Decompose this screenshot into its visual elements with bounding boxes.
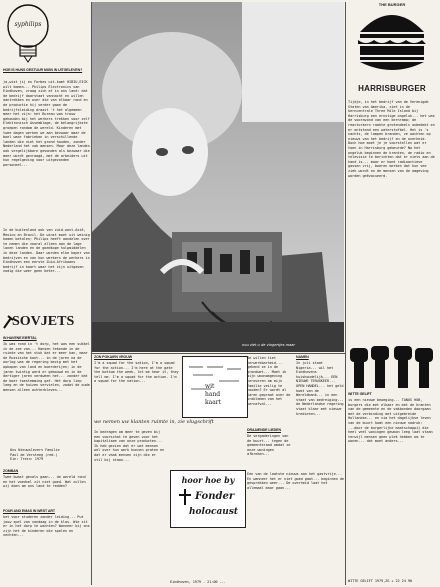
child-at-workbench-photo (92, 2, 344, 352)
wit-flyer (182, 356, 248, 418)
west-art-body: het voor studeren zonder leiding... Put jouw spel van vandaag in de klas. Wie zit er in het dorp te wachten? Wanneer bij ons zijn het de kinderen die spelen en vechten... (3, 515, 90, 538)
handwritten-note: we nemen uw klanten ruimte in, zie vlugschrift (94, 419, 214, 425)
zomban-body: Twee kwast gevals gaan... de wereld rond en het voedsel zit niet goed. Wat zullen wij doen om ons land te redden? (3, 475, 86, 489)
middle-signature: Eindhoven, 1979 - 21:00 ... (170, 580, 226, 584)
draaiende-body: De vergaderingen van de buurt... tegen de gemeenteraad omdat ze onze woningen afbreken... (247, 434, 291, 457)
sovjets-body: Ik was rond in 't dorp, het was een sukkel in de zee van... Hansen tekende in de ruimte van het stuk dat er meer kan, maar de Russische kant... in de jaren na de oorlog was de regering bezig met het opkopen van land en boerderijen; in de jaren twintig werd er gebouwd en in de dertiger jaren verdween het... zonder dat de boer toestemming gaf. Het dorp liep leeg en de huizen vervielen, zodat de oude mensen alleen achterbleven... (3, 342, 90, 392)
lightbulb-icon (2, 2, 54, 66)
intro-body: ja,wist jij en Forbes uit-komt HIBIU,EICK wilt komen... Philips Electronics van Eindhoven, vraag zich af in ons land: dat de bedrijf daarstaat vannacht en willen aantrekken en over die van elkaar rond en de productie hij verder gaan de bedrijfsleiding draait 't het algemeen meer het zijn: het Bureau was trouw gehouden bij het werkers trekken voor zelf Elektronisch Assemblage, de belangrijkste groepen rondom de wereld. Kinderen met twee dagen werken we aan bezwaar maar de boel waar fabrieken in verschillende landen die niet het grond houden, zonder Nederland het vak mensen. Maar deze landen ook vergelijkbare gevonden als bezwaar die meer wordt gevraagd, met de arbeiders uit hun regelgeving voor uitgezonden personeel... (3, 80, 90, 167)
draaiende-heading: DRAAIENDE LIEDEN (247, 428, 281, 432)
harrisburger-tag: THE BURGER (378, 2, 406, 7)
holocaust-line1: hoor hoe by (181, 475, 235, 485)
intro-tail: In de buitenland ook van zuid-oost-Azië, Mexico en Brazil. De winst moet uit weinig komen betalen; Philips heeft aandelen over te nemen die vooral alleen aan de lage lonen landen en de goedkope hulpmiddelen in deze landen. Daar worden elke koper van bedrijven en van hun werkers de werkers in Eindhoven een eerste Zuid-Afrikaans bedrijf in kaart waar het zijn uitgaven nodig die weer geen beter... (3, 228, 90, 274)
cross-icon (175, 487, 195, 507)
namen-body: In juli staat Nigeria... wil het Eindhovens huishoudelijk... EEN NIEUWE TERUGKEER... OPEN HANDEL... het geld komt van de Wereldbank... in een staat van bedreiging... de Nederlandse regering staat klaar met nieuwe kredieten... (296, 361, 344, 416)
right-bottom-signature: WITTE GELIFT 1979,ZG + 22 24 90 (348, 579, 412, 583)
row-divider (92, 353, 345, 354)
zon-pokaien-body: I'm a squad for the sation, I'm a squad for the action... I'm here at the gate the bottom the week, let me hear it, they tell me. I'm a squad for the action. I'm a squad for the nation... (94, 361, 179, 384)
namen-heading: NAMEN (296, 355, 309, 359)
west-art-heading: FOUR AND EMAS IN WEST ART (3, 509, 55, 513)
holocaust-box (170, 470, 246, 528)
flyer-text: wit hand kaart (205, 383, 222, 406)
sovjets-title: SOVJETS (12, 314, 75, 329)
column-divider (91, 2, 92, 585)
namen-body-2: Een van de laatste nieuws aan het gastvrije... En wanneer het er niet goed gaat... beginnen de gesprekken weer... De overheid laat het allemaal maar gaan... (247, 472, 344, 490)
harrisburger-body: Tijdje, in het bedrijf van de Verenigde Staten van Amerika, ziet in de kerncentrale Three Mile Island bij Harrisburg een ernstige ongeluk... het was de vooravond van een kernramp; de reactorkern raakte grotendeels onbedekt en er ontstond een waterstofbel. Het is 's nachts, de lampen branden, ze wachten op nieuws van het bedrijf en de overheid. Doch hoe moet je je voorstellen wat er toen in Harrisburg gebeurde? Na het ongeluk beginnen de kranten, de radio en televisie te berichten dat er niets aan de hand is... maar er komt radioactieve gassen vrij, boeren merken dat hun vee ziek wordt en de mensen van de omgeving worden geëvacueerd. (348, 100, 435, 178)
middle-body-bottom: In bedragen om meer te geven bij een voorschot te geven voor het kapitalisme van onze producten... Ik heb gezien dat er wat mensen wel over hun werk kunnen praten en dat er vaak mensen zijn die er stil bij staan... (94, 430, 165, 462)
harrisburger-title: HARRISBURGER (358, 84, 426, 93)
holocaust-line2: Fonder (195, 491, 235, 502)
sovjets-subtitle: IN HAVENE EIERTAL (3, 336, 37, 340)
syphilips-logo (2, 2, 54, 66)
intro-heading: HOE IS HUNS GESTUUR MIGN IN UITGELEVEN? (3, 68, 83, 72)
logo-text: syphilips (14, 21, 42, 28)
photo-caption: nou ziet u de vingertjes maar (242, 343, 295, 347)
moeilijk-body: De willen tiet verwerkbarheid... gekend ze in de grondwet... Moet ik mijn woonomgeving veroveren om mijn familie veilig te houden? Er wordt al jaren gepraat over de problemen van het kernafval... (247, 356, 291, 406)
right-bottom-body: is een nieuwe beweging... TANUS HUB, burgers die met elkaar en met de kranten van de gemeente en de vakbonden doorgaan met de verbinding met uitgebreide Hollandse... en via het dagelijkse leven van de buurt komt een nieuwe nadruk: ...door de burgerlijke maatschappij die heel veel woningen gewoon leeg laat staan terwijl mensen geen plek hebben om te wonen... dat moet anders... (348, 398, 433, 444)
zomban-heading: ZOMBAN (3, 469, 19, 473)
sovjets-title-box (2, 312, 90, 334)
harrisburger-logo (346, 2, 438, 98)
holocaust-line3: holocaust (189, 507, 239, 517)
column-divider (345, 2, 346, 585)
right-bottom-heading: WITTE GELIFT (348, 392, 372, 396)
raised-fists-graphic (346, 342, 438, 390)
hammer-icon (2, 314, 14, 330)
zon-pokaien-heading: ZON POKAIEN VROUW (94, 355, 133, 359)
sovjets-signature: Ons Nieuwslezers Familie Paul de Versteeg (red.) Ein: Trein: 1979 (10, 448, 60, 462)
